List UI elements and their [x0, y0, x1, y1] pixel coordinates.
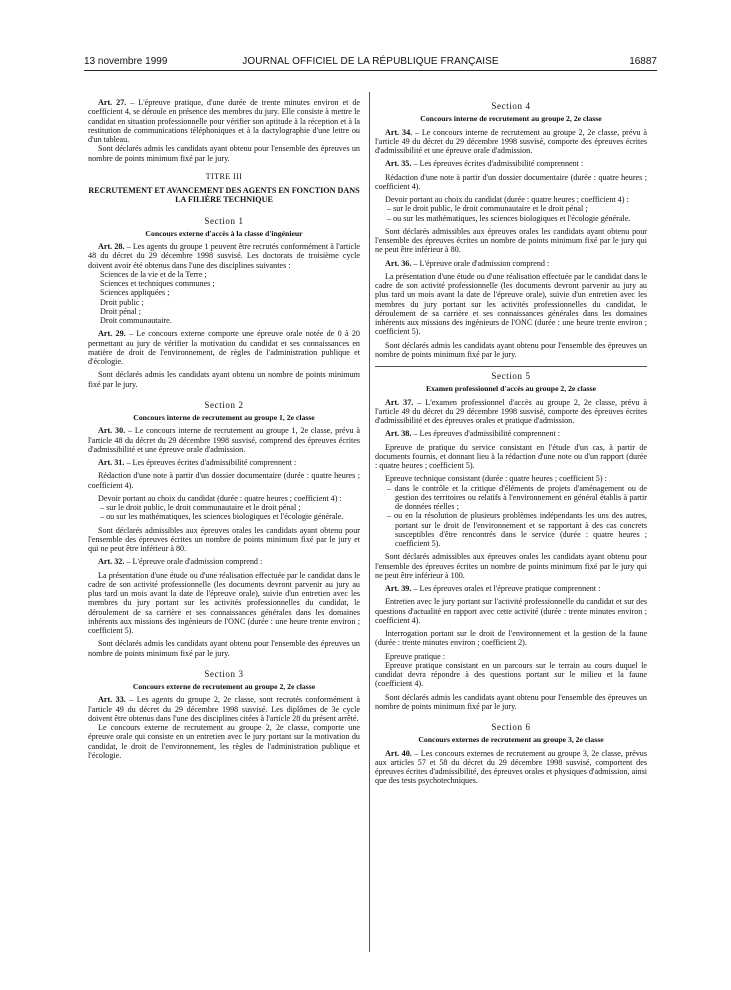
paragraph: Sont déclarés admis les candidats ayant obtenu pour l'ensemble des épreuves un nombre de points minimum fixé par le jury. [88, 639, 360, 658]
paragraph: Epreuve technique consistant (durée : quatre heures ; coefficient 5) : [385, 474, 607, 484]
article-30 [88, 426, 360, 454]
paragraph: La présentation d'une étude ou d'une réalisation effectuée par le candidat dans le cadre de son activité professionnelle (les documents devront parvenir au jury au plus tard un mois avant la date de l'épreuve orale), suivie d'un entretien avec les membres du jury portant sur les activités professionnelles du candidat, le déroulement de sa carrière et ses connaissances générales dans les domaines inhérents aux missions des ingénieurs de l'ONC (durée : une heure trente environ ; coefficient 5). [88, 570, 360, 635]
article-label: Art. 33. [98, 695, 126, 705]
article-text: – L'examen professionnel d'accès au groupe 2, 2e classe, prévu à l'article 49 du décret du 29 décembre 1998 susvisé, comporte des épreuves écrites d'admissibilité et des épreuves orales et pratique d'admission. [375, 397, 647, 425]
article-label: Art. 29. [98, 329, 126, 339]
section-subtitle: Concours interne de recrutement au groupe 1, 2e classe [133, 413, 315, 422]
paragraph: Sont déclarés admis les candidats ayant obtenu un nombre de points minimum fixé par le jury. [88, 370, 360, 389]
bullet-item: – dans le contrôle et la critique d'éléments de projets d'aménagement ou de gestion des territoires ou relatifs à l'environnement en général établis à partir de données réelles ; [387, 483, 647, 511]
article-40 [375, 749, 647, 786]
list-item: Sciences de la vie et de la Terre ; [100, 269, 207, 279]
section-title: Section 4 [491, 101, 531, 111]
article-text: – L'épreuve pratique, d'une durée de trente minutes environ et de coefficient 4, se déroule en présence des membres du jury. Elle consiste à mettre le candidat en situation professionnelle pour vérifier son aptitude à la réception et à la restitution de communications téléphoniques et à la dactylographie d'une lettre ou d'un tableau. [88, 98, 360, 144]
article-label: Art. 39. [385, 584, 412, 593]
article-38 [375, 429, 647, 438]
paragraph: Devoir portant au choix du candidat (durée : quatre heures ; coefficient 4) : [385, 195, 629, 204]
article-text: – Les concours externes de recrutement au groupe 3, 2e classe, prévus aux articles 57 et 58 du décret du 29 décembre 1998 susvisé, comportent des épreuves écrites d'admissibilité, des épreuves orales et physiques d'admission, ainsi que des tests psychotechniques. [375, 748, 647, 786]
list-item: Sciences appliquées ; [100, 288, 170, 298]
article-37 [375, 398, 647, 426]
section-subtitle: Concours externe de recrutement au groupe 2, 2e classe [132, 682, 316, 691]
paragraph: Sont déclarés admissibles aux épreuves orales les candidats ayant obtenu pour l'ensemble des épreuves écrites un nombre de points minimum fixé par le jury et qui ne peut être inférieur à 80. [88, 525, 360, 553]
article-35 [375, 159, 647, 168]
paragraph: Entretien avec le jury portant sur l'activité professionnelle du candidat et sur des questions d'actualité en rapport avec cette activité (durée : trente minutes environ ; coefficient 4). [375, 597, 647, 625]
paragraph: Sont déclarés admis les candidats ayant obtenu pour l'ensemble des épreuves un nombre de points minimum fixé par le jury. [88, 144, 360, 163]
article-29 [88, 329, 360, 366]
title-number: TITRE III [205, 171, 243, 181]
article-text: – Les épreuves écrites d'admissibilité comprennent : [411, 159, 584, 169]
article-text: – Le concours externe comporte une épreuve orale notée de 0 à 20 permettant au jury de vérifier la motivation du candidat et ses connaissances en matière de droit de l'environnement, de règles de l'administration publique et d'écologie. [88, 329, 360, 366]
list-item: Droit pénal ; [100, 306, 142, 316]
article-label: Art. 31. [98, 458, 125, 467]
bullet-item: – ou sur les mathématiques, les sciences biologiques et l'écologie générale. [100, 512, 344, 522]
section-subtitle: Concours externe d'accès à la classe d'ingénieur [145, 228, 303, 238]
article-text: – Les épreuves orales et l'épreuve pratique comprennent : [411, 584, 601, 593]
article-text: – Les agents du groupe 1 peuvent être recrutés conformément à l'article 48 du décret du 29 décembre 1998 susvisé. Les doctorats de troisième cycle doivent avoir été obtenus dans l'une des disciplines suivantes : [88, 242, 360, 270]
section-title: Section 3 [204, 668, 244, 679]
article-text: – Le concours interne de recrutement au groupe 1, 2e classe, prévu à l'article 48 du décret du 29 décembre 1998 susvisé, comprend des épreuves écrites d'admissibilité et une épreuve orale d'admission. [88, 426, 361, 454]
bullet-item: – ou sur les mathématiques, les sciences biologiques et l'écologie générale. [387, 213, 631, 223]
section-title: Section 1 [204, 215, 244, 226]
section-subtitle: Concours interne de recrutement au groupe 2, 2e classe [420, 114, 602, 124]
article-39 [375, 584, 647, 593]
header-date: 13 novembre 1999 [84, 56, 168, 67]
bullet-item: – sur le droit public, le droit communautaire et le droit pénal ; [387, 204, 588, 214]
article-label: Art. 27. [98, 98, 127, 107]
paragraph: Sont déclarés admissibles aux épreuves orales les candidats ayant obtenu pour l'ensemble des épreuves écrites un nombre de points minimum fixé par le jury qui ne peut être inférieur à 80. [375, 226, 647, 255]
article-label: Art. 28. [98, 242, 125, 251]
paragraph: Sont déclarés admis les candidats ayant obtenu pour l'ensemble des épreuves un nombre de points minimum fixé par le jury. [375, 692, 647, 711]
paragraph: Sont déclarés admis les candidats ayant obtenu pour l'ensemble des épreuves un nombre de points minimum fixé par le jury. [375, 340, 647, 359]
article-32 [88, 557, 360, 566]
paragraph: Le concours externe de recrutement au groupe 2, 2e classe, comporte une épreuve orale qui consiste en un entretien avec le jury portant sur la motivation du candidat, le droit de l'environnement, les règles de l'administration publique et l'écologie. [88, 723, 360, 760]
article-36 [375, 259, 647, 268]
article-text: – L'épreuve orale d'admission comprend : [124, 557, 263, 567]
article-27 [88, 98, 360, 144]
section-subtitle: Concours externes de recrutement au groupe 3, 2e classe [418, 735, 604, 745]
paragraph: Epreuve de pratique du service consistant en l'étude d'un cas, à partir de documents fournis, et donnant lieu à la rédaction d'une note ou d'un rapport (durée : quatre heures ; coefficient 5). [375, 442, 647, 470]
article-label: Art. 36. [385, 258, 412, 268]
paragraph: Rédaction d'une note à partir d'un dossier documentaire (durée : quatre heures ; coefficient 4). [88, 471, 360, 490]
article-text: – Les épreuves écrites d'admissibilité comprennent : [124, 458, 297, 467]
article-label: Art. 34. [385, 127, 413, 137]
paragraph: Sont déclarés admissibles aux épreuves orales les candidats ayant obtenu pour l'ensemble des épreuves écrites un nombre de points minimum fixé par le jury qui ne peut être inférieur à 100. [375, 552, 647, 580]
list-item: Droit communautaire. [100, 316, 172, 325]
bullet-item: – sur le droit public, le droit communautaire et le droit pénal ; [100, 503, 301, 512]
article-label: Art. 35. [385, 159, 412, 169]
header-rule [84, 70, 657, 71]
section-subtitle: Examen professionnel d'accès au groupe 2, 2e classe [425, 384, 597, 394]
paragraph: Epreuve pratique : [385, 651, 446, 661]
column-divider [369, 92, 370, 952]
header-journal-title: JOURNAL OFFICIEL DE LA RÉPUBLIQUE FRANÇAISE [242, 56, 499, 67]
paragraph: Rédaction d'une note à partir d'un dossier documentaire (durée : quatre heures ; coefficient 4). [375, 172, 647, 191]
section-separator [375, 366, 647, 367]
list-item: Droit public ; [100, 297, 144, 307]
list-item: Sciences et techniques communes ; [100, 279, 215, 288]
header-page-number: 16887 [629, 56, 657, 67]
right-column [375, 98, 647, 786]
article-label: Art. 32. [98, 557, 125, 567]
article-text: – Les agents du groupe 2, 2e classe, sont recrutés conformément à l'article 49 du décret du 29 décembre 1998 susvisé. Les diplômes de 3e cycle doivent être obtenus dans l'une des disciplines citées à l'article 28 du présent arrêté. [88, 695, 360, 723]
article-text: – Le concours interne de recrutement au groupe 2, 2e classe, prévu à l'article 49 du décret du 29 décembre 1998 susvisé, comporte des épreuves écrites d'admissibilité et une épreuve orale d'admission. [375, 127, 648, 155]
section-title: Section 6 [491, 722, 531, 732]
left-column [88, 98, 360, 760]
article-label: Art. 30. [98, 426, 126, 436]
page-header [84, 56, 657, 70]
section-title: Section 5 [491, 371, 531, 381]
paragraph: Devoir portant au choix du candidat (durée : quatre heures ; coefficient 4) : [98, 493, 342, 503]
bullet-item: – ou en la résolution de plusieurs problèmes indépendants les uns des autres, portant sur le droit de l'environnement et se rapportant à des cas concrets susceptibles d'être rencontrés dans le service (durée : quatre heures ; coefficient 5). [387, 511, 647, 548]
article-31 [88, 458, 360, 467]
section-title: Section 2 [204, 399, 244, 410]
article-text: – Les épreuves d'admissibilité comprennent : [411, 429, 560, 439]
article-label: Art. 37. [385, 397, 414, 407]
article-label: Art. 38. [385, 429, 412, 439]
article-label: Art. 40. [385, 748, 412, 758]
article-34 [375, 128, 647, 156]
paragraph: Epreuve pratique consistant en un parcours sur le terrain au cours duquel le candidat devra répondre à des questions portant sur le milieu et la faune (coefficient 4). [375, 660, 647, 689]
title-heading: RECRUTEMENT ET AVANCEMENT DES AGENTS EN FONCTION DANS LA FILIÈRE TECHNIQUE [88, 186, 360, 205]
paragraph: La présentation d'une étude ou d'une réalisation effectuée par le candidat dans le cadre de son activité professionnelle (les documents devront parvenir au jury au plus tard un mois avant la date de l'épreuve orale), suivie d'un entretien avec les membres du jury portant sur les activités professionnelles du candidat, le déroulement de sa carrière et ses connaissances générales dans les domaines inhérents aux missions des ingénieurs de l'ONC (durée : une heure trente environ ; coefficient 5). [375, 271, 647, 337]
article-text: – L'épreuve orale d'admission comprend : [411, 258, 550, 268]
paragraph: Interrogation portant sur le droit de l'environnement et la gestion de la faune (durée : trente minutes environ ; coefficient 2). [375, 629, 647, 648]
article-33 [88, 695, 360, 723]
article-28 [88, 242, 360, 270]
